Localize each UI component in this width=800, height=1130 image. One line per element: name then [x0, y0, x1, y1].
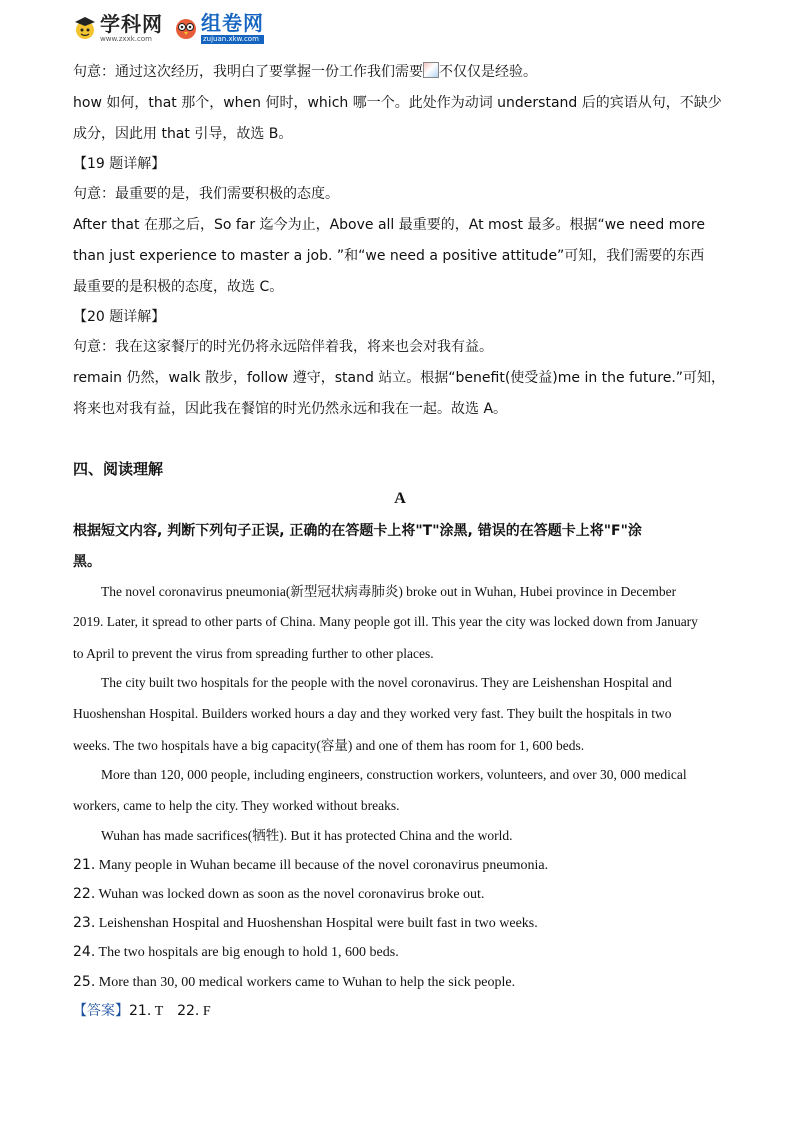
passage-line: to April to prevent the virus from spreading further to other places. — [73, 646, 434, 661]
question-item — [73, 884, 484, 905]
passage-line: weeks. The two hospitals have a big capacity(容量) and one of them has room for 1, 600 beds. — [73, 738, 585, 753]
text-span: 句意：通过这次经历，我明白了要掌握一份工作我们需要 — [73, 64, 423, 80]
passage-line: The city built two hospitals for the people with the novel coronavirus. They are Leishenshan Hospital and — [101, 675, 672, 690]
question-number: 25. — [73, 974, 96, 990]
logo-url: zujuan.xkw.com — [201, 35, 264, 44]
inline-image-icon — [423, 62, 439, 78]
text-line: 句意：我在这家餐厅的时光仍将永远陪伴着我，将来也会对我有益。 — [73, 339, 493, 355]
answer-value: F — [202, 1004, 211, 1019]
text-span: 不仅仅是经验。 — [439, 64, 537, 80]
text-line: 最重要的是积极的态度，故选 C。 — [73, 279, 284, 295]
zxxk-logo — [72, 11, 163, 43]
instruction-line: 黑。 — [73, 554, 101, 570]
question-item — [73, 972, 515, 993]
question-number: 23. — [73, 915, 96, 931]
text-line: than just experience to master a job. ”和“we need a positive attitude”可知，我们需要的东西 — [73, 248, 705, 264]
question-item — [73, 855, 548, 876]
section-heading: 【19 题详解】 — [73, 156, 166, 172]
section-title: 四、阅读理解 — [73, 460, 164, 478]
logo-url: www.zxxk.com — [100, 34, 152, 43]
text-line: 成分，因此用 that 引导，故选 B。 — [73, 126, 293, 142]
question-item — [73, 942, 399, 963]
logo-title: 学科网 — [100, 11, 163, 36]
text-line: remain 仍然，walk 散步，follow 遵守，stand 站立。根据“benefit(使受益)me in the future.”可知， — [73, 370, 726, 386]
answer-number: 22. — [177, 1003, 200, 1019]
question-number: 22. — [73, 886, 96, 902]
question-text: More than 30, 00 medical workers came to Wuhan to help the sick people. — [98, 975, 516, 990]
question-text: Wuhan was locked down as soon as the novel coronavirus broke out. — [98, 887, 485, 902]
text-line — [73, 62, 537, 82]
section-heading: 【20 题详解】 — [73, 309, 166, 325]
passage-letter: A — [394, 490, 406, 507]
logo-title: 组卷网 — [201, 10, 264, 35]
question-number: 24. — [73, 944, 96, 960]
question-number: 21. — [73, 857, 96, 873]
page-header — [72, 8, 264, 48]
answer-label: 【答案】 — [73, 1003, 129, 1019]
passage-line: workers, came to help the city. They worked without breaks. — [73, 798, 400, 813]
passage-line: Huoshenshan Hospital. Builders worked hours a day and they worked very fast. They built the hospitals in two — [73, 706, 672, 721]
question-text: Leishenshan Hospital and Huoshenshan Hospital were built fast in two weeks. — [98, 916, 538, 931]
question-text: The two hospitals are big enough to hold 1, 600 beds. — [98, 945, 399, 960]
answer-line — [73, 1001, 211, 1022]
owl-icon — [173, 15, 199, 41]
passage-line: 2019. Later, it spread to other parts of China. Many people got ill. This year the city was locked down from January — [73, 614, 698, 629]
question-item — [73, 913, 538, 934]
zujuan-logo — [173, 10, 264, 44]
passage-line: More than 120, 000 people, including engineers, construction workers, volunteers, and over 30, 000 medical — [101, 767, 687, 782]
passage-line: Wuhan has made sacrifices(牺牲). But it has protected China and the world. — [101, 828, 513, 843]
answer-number: 21. — [129, 1003, 152, 1019]
text-line: After that 在那之后，So far 迄今为止，Above all 最重要的，At most 最多。根据“we need more — [73, 217, 705, 233]
passage-line: The novel coronavirus pneumonia(新型冠状病毒肺炎) broke out in Wuhan, Hubei province in December — [101, 584, 677, 599]
mascot-icon — [72, 15, 98, 41]
answer-value: T — [154, 1004, 164, 1019]
text-line: how 如何，that 那个，when 何时，which 哪一个。此处作为动词 understand 后的宾语从句，不缺少 — [73, 95, 722, 111]
text-line: 句意：最重要的是，我们需要积极的态度。 — [73, 186, 339, 202]
question-text: Many people in Wuhan became ill because of the novel coronavirus pneumonia. — [98, 858, 549, 873]
text-line: 将来也对我有益，因此我在餐馆的时光仍然永远和我在一起。故选 A。 — [73, 401, 508, 417]
instruction-line: 根据短文内容, 判断下列句子正误, 正确的在答题卡上将"T"涂黑, 错误的在答题卡上将"F"涂 — [73, 523, 642, 539]
